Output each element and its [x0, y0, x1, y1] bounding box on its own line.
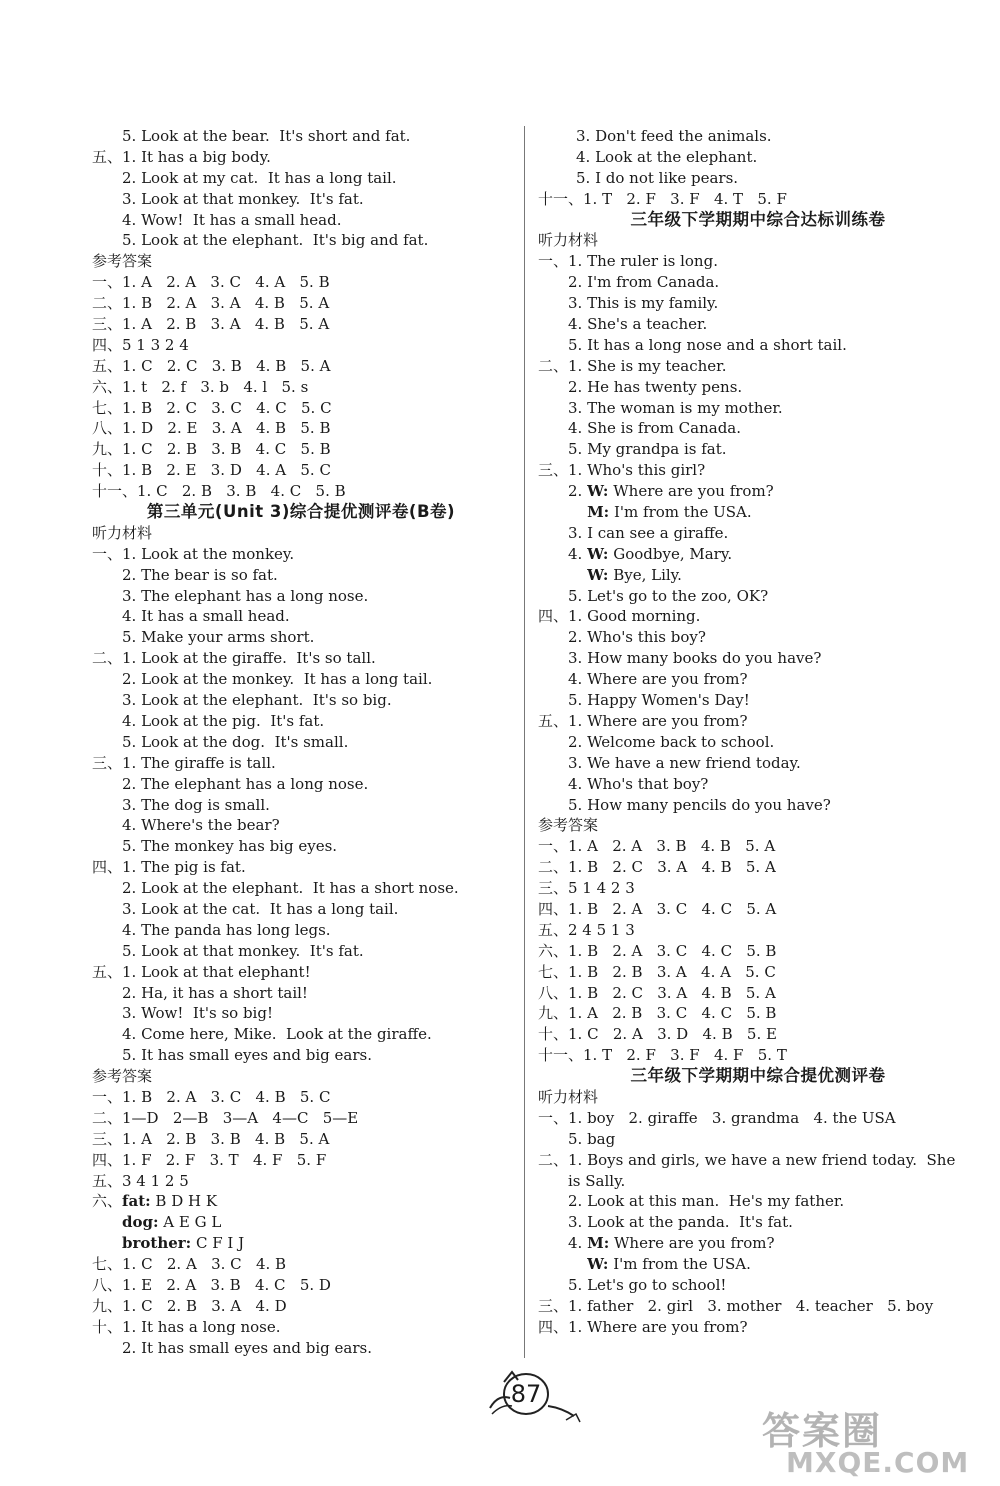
text-line: 2. Look at this man. He's my father.: [568, 1192, 845, 1211]
text-line: 4. Wow! It has a small head.: [122, 210, 342, 229]
text-line: 五、2 4 5 1 3: [538, 920, 635, 939]
text-line: W: Bye, Lily.: [587, 565, 682, 584]
speaker-label: M:: [587, 503, 610, 522]
text-line: 十、1. It has a long nose.: [92, 1317, 281, 1336]
text-line: 六、1. B 2. A 3. C 4. C 5. B: [538, 941, 777, 960]
text-line: 4. Look at the elephant.: [576, 147, 758, 166]
text-line: 4. The panda has long legs.: [122, 920, 331, 939]
left-column: [92, 126, 510, 1359]
text-line: 一、1. boy 2. giraffe 3. grandma 4. the USA: [538, 1108, 896, 1127]
speaker-label: fat:: [122, 1192, 151, 1211]
text-line: 2. Look at the monkey. It has a long tail.: [122, 670, 433, 689]
text-line: 六、fat: B D H K: [92, 1192, 218, 1211]
text-line: M: I'm from the USA.: [587, 503, 752, 522]
text-line: 听力材料: [538, 1087, 599, 1106]
text-line: 一、1. A 2. A 3. B 4. B 5. A: [538, 837, 776, 856]
text-line: 五、1. Where are you from?: [538, 711, 748, 730]
text-line: 5. Let's go to school!: [568, 1275, 727, 1294]
text-line: 5. Look at the bear. It's short and fat.: [122, 127, 411, 145]
text-line: 四、5 1 3 2 4: [92, 335, 189, 354]
text-line: 二、1—D 2—B 3—A 4—C 5—E: [92, 1108, 359, 1127]
speaker-label: M:: [587, 1234, 610, 1253]
text-line: 2. Welcome back to school.: [568, 732, 775, 751]
text-line: 八、1. D 2. E 3. A 4. B 5. B: [92, 419, 331, 438]
speaker-label: W:: [587, 544, 609, 563]
text-line: W: I'm from the USA.: [587, 1255, 751, 1274]
text-line: 二、1. She is my teacher.: [538, 356, 727, 375]
text-line: 三、1. A 2. B 3. A 4. B 5. A: [92, 315, 330, 334]
section-title: 三年级下学期期中综合达标训练卷: [630, 209, 886, 229]
text-line: 3. Look at the elephant. It's so big.: [122, 691, 392, 710]
text-line: 四、1. The pig is fat.: [92, 858, 246, 877]
text-line: 3. I can see a giraffe.: [568, 523, 729, 542]
text-line: 五、3 4 1 2 5: [92, 1171, 189, 1190]
right-column: [538, 126, 978, 1338]
text-line: 九、1. A 2. B 3. C 4. C 5. B: [538, 1004, 777, 1023]
text-line: 3. The dog is small.: [122, 795, 270, 814]
text-line: 九、1. C 2. B 3. A 4. D: [92, 1296, 287, 1315]
text-line: 2. I'm from Canada.: [568, 273, 720, 292]
text-line: 5. Look at the elephant. It's big and fat.: [122, 231, 429, 250]
text-line: 十一、1. C 2. B 3. B 4. C 5. B: [92, 482, 346, 501]
text-line: 4. It has a small head.: [122, 607, 290, 626]
page-number: 87: [510, 1380, 542, 1408]
text-line: 三、1. The giraffe is tall.: [92, 753, 276, 772]
text-line: is Sally.: [568, 1171, 626, 1190]
text-line: 2. He has twenty pens.: [568, 377, 743, 396]
text-line: 九、1. C 2. B 3. B 4. C 5. B: [92, 440, 331, 459]
text-line: 三、1. A 2. B 3. B 4. B 5. A: [92, 1129, 330, 1148]
text-line: 3. We have a new friend today.: [568, 753, 801, 772]
text-line: 5. How many pencils do you have?: [568, 795, 831, 814]
text-line: 4. Come here, Mike. Look at the giraffe.: [122, 1025, 432, 1044]
watermark-logo: [750, 1400, 990, 1480]
text-line: 5. It has a long nose and a short tail.: [568, 335, 847, 354]
text-line: 十一、1. T 2. F 3. F 4. F 5. T: [538, 1046, 787, 1065]
text-line: 三、1. Who's this girl?: [538, 461, 706, 480]
text-line: 听力材料: [538, 231, 599, 250]
text-line: 四、1. B 2. A 3. C 4. C 5. A: [538, 899, 777, 918]
text-line: 4. She's a teacher.: [568, 315, 708, 334]
text-line: 4. M: Where are you from?: [568, 1234, 775, 1253]
text-line: 3. How many books do you have?: [568, 649, 822, 668]
text-line: 2. It has small eyes and big ears.: [122, 1338, 372, 1357]
text-line: 2. Look at my cat. It has a long tail.: [122, 168, 397, 187]
text-line: 5. Look at that monkey. It's fat.: [122, 941, 364, 960]
text-line: brother: C F I J: [122, 1234, 245, 1253]
text-line: 七、1. B 2. C 3. C 4. C 5. C: [92, 398, 332, 417]
text-line: 3. Wow! It's so big!: [122, 1004, 273, 1023]
text-line: 3. The elephant has a long nose.: [122, 586, 369, 605]
speaker-label: W:: [587, 1255, 609, 1274]
text-line: 十一、1. T 2. F 3. F 4. T 5. F: [538, 189, 787, 208]
text-line: 六、1. t 2. f 3. b 4. l 5. s: [92, 377, 309, 396]
text-line: 一、1. Look at the monkey.: [92, 544, 295, 563]
text-line: 5. Look at the dog. It's small.: [122, 732, 349, 751]
text-line: 5. It has small eyes and big ears.: [122, 1046, 372, 1065]
text-line: 5. Let's go to the zoo, OK?: [568, 586, 769, 605]
text-line: 4. Where are you from?: [568, 670, 748, 689]
text-line: 5. Happy Women's Day!: [568, 691, 750, 710]
section-title: 第三单元(Unit 3)综合提优测评卷(B卷): [146, 502, 456, 522]
text-line: 4. She is from Canada.: [568, 419, 742, 438]
speaker-label: W:: [587, 565, 609, 584]
text-line: 5. Make your arms short.: [122, 628, 315, 647]
watermark-cn: 答案圈: [762, 1409, 883, 1453]
text-line: 二、1. B 2. C 3. A 4. B 5. A: [538, 858, 776, 877]
text-line: 参考答案: [92, 1067, 153, 1086]
watermark-url: MXQE.COM: [786, 1446, 970, 1479]
text-line: 2. The elephant has a long nose.: [122, 774, 369, 793]
text-line: 五、1. It has a big body.: [92, 147, 271, 166]
column-divider: [524, 126, 525, 1358]
text-line: 五、1. C 2. C 3. B 4. B 5. A: [92, 356, 331, 375]
text-line: 十、1. B 2. E 3. D 4. A 5. C: [92, 461, 331, 480]
text-line: 四、1. F 2. F 3. T 4. F 5. F: [92, 1150, 327, 1169]
text-line: 2. Look at the elephant. It has a short nose.: [122, 879, 459, 898]
text-line: 二、1. Look at the giraffe. It's so tall.: [92, 649, 376, 668]
text-line: 一、1. B 2. A 3. C 4. B 5. C: [92, 1087, 331, 1106]
text-line: 4. Where's the bear?: [122, 816, 280, 835]
text-line: 3. The woman is my mother.: [568, 398, 783, 417]
text-line: 3. Look at the cat. It has a long tail.: [122, 899, 399, 918]
text-line: 四、1. Where are you from?: [538, 1317, 748, 1336]
text-line: 七、1. B 2. B 3. A 4. A 5. C: [538, 962, 776, 981]
text-line: 3. This is my family.: [568, 294, 719, 313]
text-line: 三、1. father 2. girl 3. mother 4. teacher 5. boy: [538, 1296, 934, 1315]
text-line: 4. Who's that boy?: [568, 774, 709, 793]
text-line: 二、1. Boys and girls, we have a new friend today. She: [538, 1150, 956, 1169]
text-line: 3. Don't feed the animals.: [576, 127, 772, 145]
text-line: 七、1. C 2. A 3. C 4. B: [92, 1255, 287, 1274]
text-line: 参考答案: [538, 816, 599, 835]
text-line: 2. W: Where are you from?: [568, 482, 774, 501]
text-line: 三、5 1 4 2 3: [538, 879, 635, 898]
text-line: 五、1. Look at that elephant!: [92, 962, 311, 981]
text-line: 十、1. C 2. A 3. D 4. B 5. E: [538, 1025, 777, 1044]
speaker-label: W:: [587, 482, 609, 501]
text-line: 八、1. E 2. A 3. B 4. C 5. D: [92, 1275, 331, 1294]
text-line: 一、1. A 2. A 3. C 4. A 5. B: [92, 273, 330, 292]
text-line: 参考答案: [92, 252, 153, 271]
text-line: 5. The monkey has big eyes.: [122, 837, 338, 856]
text-line: 4. Look at the pig. It's fat.: [122, 711, 325, 730]
speaker-label: dog:: [122, 1213, 159, 1232]
speaker-label: brother:: [122, 1234, 192, 1253]
text-line: 2. The bear is so fat.: [122, 565, 278, 584]
text-line: 3. Look at the panda. It's fat.: [568, 1213, 793, 1232]
text-line: 八、1. B 2. C 3. A 4. B 5. A: [538, 983, 776, 1002]
text-line: 2. Who's this boy?: [568, 628, 706, 647]
text-line: dog: A E G L: [122, 1213, 222, 1232]
text-line: 4. W: Goodbye, Mary.: [568, 544, 733, 563]
text-line: 5. I do not like pears.: [576, 168, 739, 187]
text-line: 2. Ha, it has a short tail!: [122, 983, 308, 1002]
text-line: 一、1. The ruler is long.: [538, 252, 718, 271]
text-line: 3. Look at that monkey. It's fat.: [122, 189, 364, 208]
text-line: 5. bag: [568, 1129, 616, 1148]
text-line: 二、1. B 2. A 3. A 4. B 5. A: [92, 294, 330, 313]
text-line: 听力材料: [92, 523, 153, 542]
text-line: 5. My grandpa is fat.: [568, 440, 727, 459]
section-title: 三年级下学期期中综合提优测评卷: [630, 1066, 886, 1086]
text-line: 四、1. Good morning.: [538, 607, 701, 626]
